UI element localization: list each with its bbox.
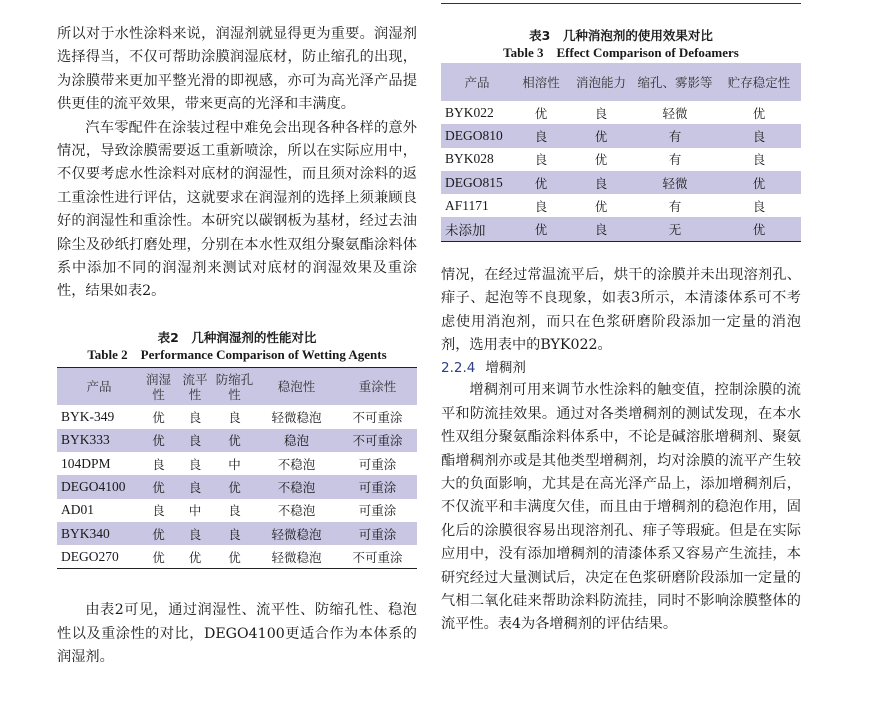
table3-header: 缩孔、雾影等 (633, 63, 717, 101)
table-row (441, 148, 801, 171)
table-cell: DEGO4100 (57, 475, 141, 498)
table-cell: 优 (513, 217, 569, 241)
table-cell: 良 (717, 124, 801, 147)
table-cell: 可重涂 (358, 503, 397, 519)
table-cell: 良 (534, 198, 548, 214)
table-cell: DEGO270 (61, 548, 119, 564)
table-cell: 良 (176, 475, 214, 498)
table-cell: 良 (752, 198, 766, 214)
left-paragraph-1: 所以对于水性涂料来说，润湿剂就显得更为重要。润湿剂选择得当，不仅可帮助涂膜润湿底材，防止缩孔的出现，为涂膜带来更加平整光滑的即视感，亦可为高光泽产品提供更佳的流平效果，带来更高的光泽和丰满度。 (57, 26, 417, 113)
table-cell: 良 (188, 410, 202, 426)
table-cell: 优 (152, 549, 165, 565)
table-cell: 不稳泡 (255, 475, 338, 498)
table-cell: 轻微稳泡 (255, 522, 338, 545)
table-row (57, 499, 417, 522)
table-cell: 良 (176, 522, 214, 545)
table2 (57, 367, 417, 570)
table3-header: 消泡能力 (569, 63, 633, 101)
right-column (441, 0, 801, 637)
table-cell: 中 (228, 456, 241, 472)
right-paragraph-2: 增稠剂可用来调节水性涂料的触变值，控制涂膜的流平和防流挂效果。通过对各类增稠剂的测试发现，在本水性双组分聚氨酯涂料体系中，不论是碱溶胀增稠剂、聚氨酯增稠剂亦或是其他类型增稠剂，均对涂膜的流平产生较大的负面影响，尤其是在高光泽产品上，添加增稠剂后，不仅流平和丰满度欠佳，而且由于增稠剂的稳泡作用，固化后的涂膜很容易出现溶剂孔、痱子等瑕疵。但是在实际应用中，没有添加增稠剂的清漆体系又容易产生流挂，本研究经过大量测试后，决定在色浆研磨阶段添加一定量的气相二氧化硅来帮助涂料防流挂，同时不影响涂膜整体的流平性。表4为各增稠剂的评估结果。 (441, 382, 801, 633)
left-paragraph-3: 由表2可见，通过润湿性、流平性、防缩孔性、稳泡性以及重涂性的对比，DEGO4100更适合作为本体系的润湿剂。 (57, 602, 417, 666)
table-cell: 良 (214, 522, 255, 545)
table2-header-row (57, 367, 417, 405)
table-cell: 优 (569, 124, 633, 147)
table-cell: 可重涂 (338, 522, 417, 545)
table-row (441, 194, 801, 217)
left-paragraph-2: 汽车零配件在涂装过程中难免会出现各种各样的意外情况，导致涂膜需要返工重新喷涂，所以在实际应用中，不仅要考虑水性涂料对底材的润湿性，而且须对涂料的返工重涂性进行评估，这就要求在润湿剂的选择上须兼顾良好的润湿性和重涂性。本研究以碳钢板为基材，经过去油除尘及砂纸打磨处理，分别在本水性双组分聚氨酯涂料体系中添加不同的润湿剂来测试对底材的润湿效果及重涂性，结果如表2。 (57, 119, 417, 300)
table-cell: 可重涂 (338, 475, 417, 498)
table3-header: 贮存稳定性 (717, 63, 801, 101)
table-cell: 优 (513, 171, 569, 194)
table-cell: BYK-349 (61, 409, 115, 425)
table-cell: BYK333 (57, 429, 141, 452)
table-row (441, 171, 801, 194)
table-row (57, 475, 417, 498)
table-row (441, 217, 801, 241)
table-cell: 优 (188, 549, 202, 565)
table-cell: 不稳泡 (277, 503, 316, 519)
table2-header: 流平性 (176, 367, 214, 405)
table-cell: DEGO815 (441, 171, 513, 194)
right-paragraph-1: 情况，在经过常温流平后，烘干的涂膜并未出现溶剂孔、痱子、起泡等不良现象，如表3所示，本清漆体系可不考虑使用消泡剂，而只在色浆研磨阶段添加一定量的消泡剂，选用表中的BYK022。 (441, 266, 801, 353)
table-cell: 不可重涂 (352, 549, 403, 565)
table-cell: 良 (188, 456, 202, 472)
table-cell: 有 (668, 198, 682, 214)
table-row (57, 545, 417, 569)
table-cell: 轻微稳泡 (271, 410, 322, 426)
table-cell: 中 (188, 503, 202, 519)
table-cell: 优 (152, 410, 165, 426)
table-cell: 可重涂 (358, 456, 397, 472)
table-cell: 无 (633, 217, 717, 241)
table-cell: DEGO810 (441, 124, 513, 147)
table-cell: BYK028 (445, 151, 494, 167)
table-cell: 优 (594, 152, 608, 168)
table-cell: 优 (141, 429, 176, 452)
table-cell: 优 (141, 475, 176, 498)
table-cell: 良 (228, 503, 241, 519)
table3-caption (441, 28, 801, 61)
table-cell: 优 (214, 429, 255, 452)
table-cell: 良 (594, 105, 608, 121)
table2-header: 稳泡性 (255, 367, 338, 405)
table-row (441, 124, 801, 147)
table-cell: 有 (633, 124, 717, 147)
table3-header-row (441, 63, 801, 101)
table3-caption-cn: 表3 几种消泡剂的使用效果对比 (529, 28, 713, 43)
table-cell: 不稳泡 (277, 456, 316, 472)
table-cell: BYK022 (445, 104, 494, 120)
table-cell: BYK340 (57, 522, 141, 545)
table2-header: 防缩孔性 (214, 367, 255, 405)
table-cell: 良 (752, 152, 766, 168)
table-cell: AF1171 (445, 197, 489, 213)
left-column (57, 0, 417, 670)
table-cell: 良 (228, 410, 241, 426)
table-cell: 不可重涂 (338, 429, 417, 452)
table-row (441, 101, 801, 124)
table-cell: 104DPM (61, 455, 111, 471)
table-row (57, 452, 417, 475)
table-row (57, 405, 417, 428)
table-cell: 优 (228, 549, 241, 565)
table-cell: 轻微稳泡 (271, 549, 322, 565)
section-heading (441, 357, 801, 379)
table-cell: 优 (752, 105, 766, 121)
table-cell: 良 (152, 456, 165, 472)
table-cell: 有 (668, 152, 682, 168)
table-row (57, 429, 417, 452)
table-cell: 良 (152, 503, 165, 519)
table-cell: 未添加 (441, 217, 513, 241)
table-cell: 轻微 (633, 171, 717, 194)
table-cell: 优 (141, 522, 176, 545)
table2-caption (57, 330, 417, 363)
table-cell: 良 (569, 171, 633, 194)
table-cell: 优 (717, 217, 801, 241)
table-cell: 良 (176, 429, 214, 452)
table-row (57, 522, 417, 545)
table2-header: 产品 (57, 367, 141, 405)
table3-caption-en: Table 3 Effect Comparison of Defoamers (503, 45, 739, 60)
table2-caption-en: Table 2 Performance Comparison of Wetting Agents (87, 346, 387, 362)
table3 (441, 63, 801, 242)
table-cell: 不可重涂 (352, 410, 403, 426)
table2-header: 润湿性 (141, 367, 176, 405)
table-cell: 良 (534, 152, 548, 168)
table-cell: 稳泡 (255, 429, 338, 452)
section-number: 2.2.4 (441, 360, 476, 377)
table-cell: AD01 (61, 502, 94, 518)
table2-caption-cn: 表2 几种润湿剂的性能对比 (157, 329, 317, 345)
table-cell: 轻微 (662, 105, 688, 121)
table-cell: 优 (534, 105, 548, 121)
table3-header: 相溶性 (513, 63, 569, 101)
section-title: 增稠剂 (485, 360, 526, 377)
table-cell: 优 (594, 198, 608, 214)
table-cell: 良 (569, 217, 633, 241)
table-cell: 优 (717, 171, 801, 194)
table-cell: 良 (513, 124, 569, 147)
table-cell: 优 (214, 475, 255, 498)
table3-header: 产品 (441, 63, 513, 101)
table2-header: 重涂性 (338, 367, 417, 405)
